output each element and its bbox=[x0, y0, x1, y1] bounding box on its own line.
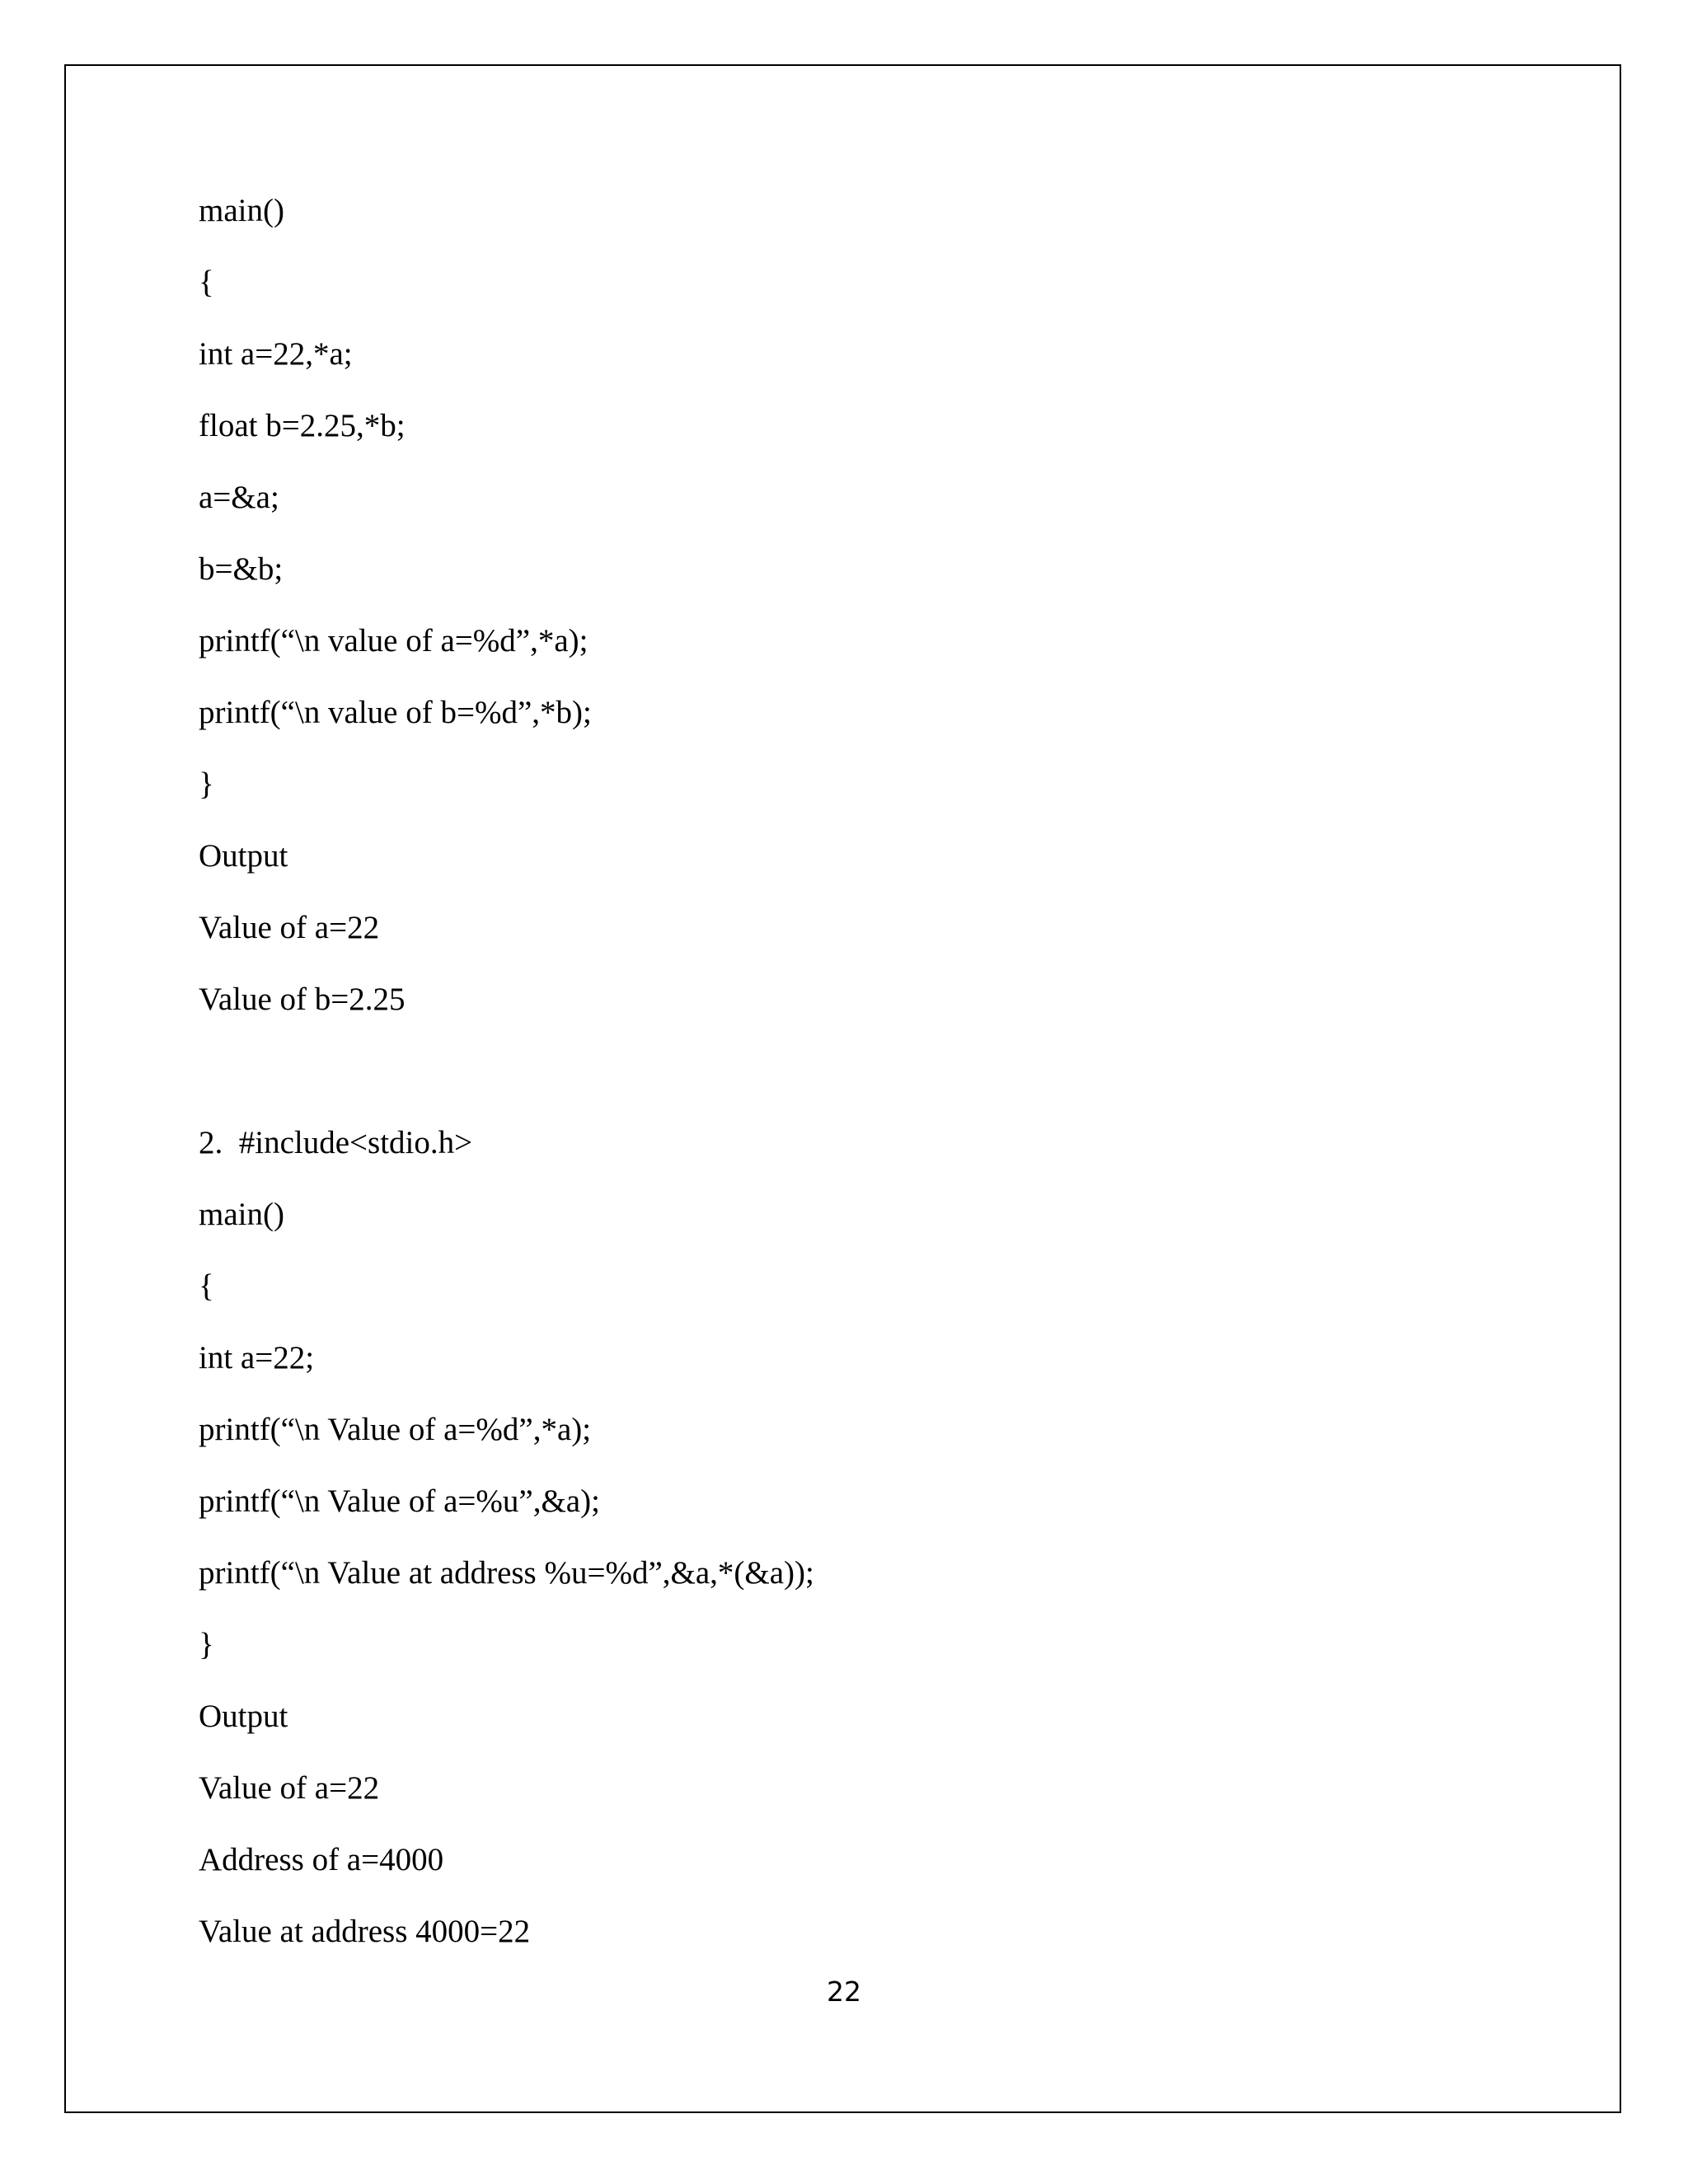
code-line: printf(“\n Value at address %u=%d”,&a,*(&a)); bbox=[199, 1555, 814, 1591]
output-line: Value of a=22 bbox=[199, 910, 380, 945]
code-line: } bbox=[199, 1627, 214, 1662]
code-line: int a=22; bbox=[199, 1340, 315, 1376]
code-line: int a=22,*a; bbox=[199, 336, 353, 372]
code-line: { bbox=[199, 1268, 214, 1304]
output-line: Value at address 4000=22 bbox=[199, 1914, 531, 1949]
code-line: { bbox=[199, 265, 214, 300]
code-line: printf(“\n Value of a=%d”,*a); bbox=[199, 1412, 592, 1447]
output-line: Address of a=4000 bbox=[199, 1842, 444, 1877]
code-line: a=&a; bbox=[199, 480, 279, 515]
page-number: 22 bbox=[827, 1975, 861, 2008]
code-line: main() bbox=[199, 193, 284, 228]
code-line: 2. #include<stdio.h> bbox=[199, 1125, 473, 1160]
output-line: Value of b=2.25 bbox=[199, 982, 406, 1017]
code-line: main() bbox=[199, 1197, 284, 1232]
output-line: Value of a=22 bbox=[199, 1770, 380, 1806]
code-line: } bbox=[199, 766, 214, 802]
code-line: printf(“\n Value of a=%u”,&a); bbox=[199, 1483, 600, 1519]
output-heading: Output bbox=[199, 1699, 288, 1734]
section-gap bbox=[199, 1055, 1517, 1127]
code-block-1 bbox=[199, 194, 1517, 1015]
code-line: float b=2.25,*b; bbox=[199, 408, 406, 443]
output-heading: Output bbox=[199, 838, 288, 874]
code-block-2 bbox=[199, 1127, 1517, 1947]
code-line: printf(“\n value of a=%d”,*a); bbox=[199, 623, 588, 658]
page-content bbox=[199, 194, 1517, 1987]
code-line: b=&b; bbox=[199, 551, 284, 587]
code-line: printf(“\n value of b=%d”,*b); bbox=[199, 695, 592, 730]
